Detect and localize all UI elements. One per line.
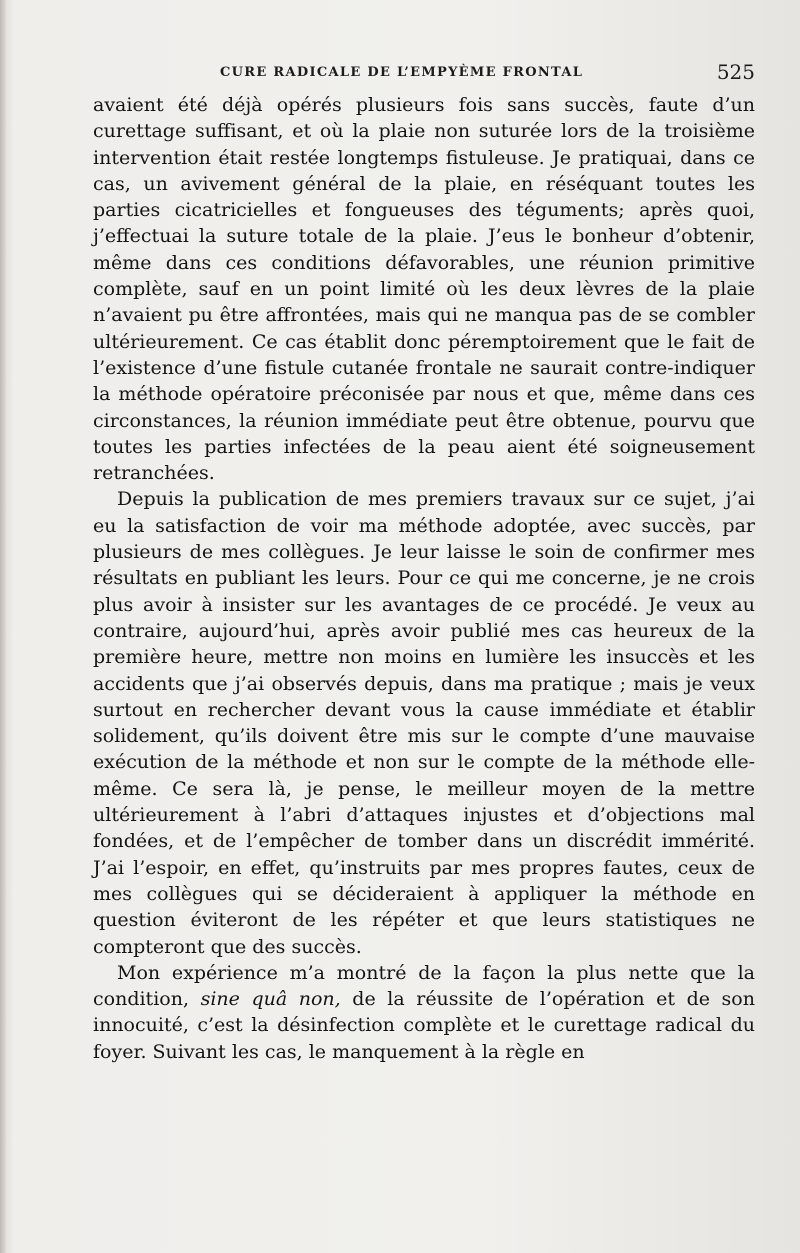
binding-edge <box>0 0 6 1253</box>
paragraph-3 <box>93 960 755 1065</box>
paragraph-2: Depuis la publication de mes premiers travaux sur ce sujet, j’ai eu la satisfaction de voir ma méthode adoptée, avec succès, par plusieurs de mes collègues. Je leur laisse le soin de confirmer mes résultats en publiant les leurs. Pour ce qui me concerne, je ne crois plus avoir à insister sur les avantages de ce procédé. Je veux au contraire, aujourd’hui, après avoir publié mes cas heureux de la première heure, mettre non moins en lumière les insuccès et les accidents que j’ai observés depuis, dans ma pratique ; mais je veux surtout en rechercher devant vous la cause immédiate et établir solidement, qu’ils doivent être mis sur le compte d’une mauvaise exécution de la méthode et non sur le compte de la méthode elle-même. Ce sera là, je pense, le meilleur moyen de la mettre ultérieurement à l’abri d’attaques injustes et d’objections mal fondées, et de l’empêcher de tomber dans un discrédit immérité. J’ai l’espoir, en effet, qu’instruits par mes propres fautes, ceux de mes collègues qui se décideraient à appliquer la méthode en question éviteront de les répéter et que leurs statistiques ne compteront que des succès. <box>93 488 755 958</box>
paragraph-1: avaient été déjà opérés plusieurs fois sans succès, faute d’un curettage suffisant, et où la plaie non suturée lors de la troisième intervention était restée longtemps fistuleuse. Je pratiquai, dans ce cas, un avivement général de la plaie, en réséquant toutes les parties cicatricielles et fongueuses des téguments; après quoi, j’effectuai la suture totale de la plaie. J’eus le bonheur d’obtenir, même dans ces conditions défavorables, une réunion primitive complète, sauf en un point limité où les deux lèvres de la plaie n’avaient pu être affrontées, mais qui ne manqua pas de se combler ultérieurement. Ce cas établit donc péremptoirement que le fait de l’existence d’une fistule cutanée frontale ne saurait contre-indiquer la méthode opératoire préconisée par nous et que, même dans ces circonstances, la réunion immédiate peut être obtenue, pourvu que toutes les parties infectées de la peau aient été soigneusement retranchées. <box>93 94 755 485</box>
latin-phrase: sine quâ non, <box>200 988 341 1011</box>
running-title: CURE RADICALE DE L’EMPYÈME FRONTAL <box>220 65 584 80</box>
page-number: 525 <box>716 60 755 84</box>
page-header <box>95 62 755 86</box>
paragraph-3-end: de la réussite de l’opération et de son innocuité, c’est la désinfection complète et le curettage radical du foyer. Suivant les cas, le manquement à la règle en <box>93 988 755 1063</box>
body-text <box>93 92 755 1065</box>
paragraph-3-start: Mon expérience m’a montré de la façon la plus nette que la condition, <box>93 961 755 1011</box>
